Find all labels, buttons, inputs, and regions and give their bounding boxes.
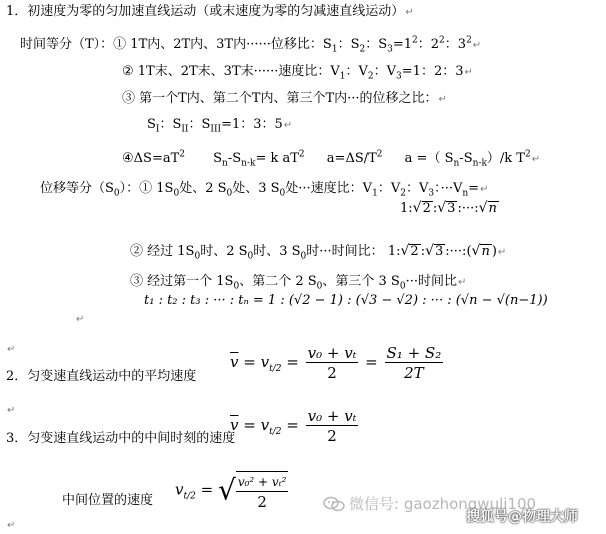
fraction: $\frac{\text{v₀² + vₜ²}}{2}$	[236, 471, 289, 510]
return-mark-icon: ↵	[438, 94, 447, 105]
return-mark-icon: ↵	[7, 405, 16, 416]
heading-3: 3．匀变速直线运动中的中间时刻的速度	[6, 431, 236, 446]
return-mark-icon: ↵	[76, 314, 85, 325]
return-mark-icon: ↵	[7, 520, 16, 531]
sqrt-sign-icon: √	[412, 200, 422, 216]
return-mark-icon: ↵	[497, 247, 507, 258]
return-mark-icon: ↵	[283, 120, 293, 131]
displacement-division-line-1: 位移等分$(S_0)$：① $1S_0$处、2 $S_0$处、3 $S_0$处···速度比：$V_1$：$V_2$：$V_3$：$\cdot\cdot\cdot V_n=↵$	[40, 181, 489, 199]
sqrt-sign-icon: √	[471, 243, 481, 259]
return-mark-icon: ↵	[480, 184, 489, 195]
time-division-line-2: ② 1T末、2T末、3T末······速度比：$V_1$：$V_2$：$V_3=1$：2：3↵	[122, 64, 473, 82]
return-mark-row	[6, 402, 15, 419]
sqrt-sign-icon: √	[437, 200, 447, 216]
sqrt-sign-icon: √	[425, 243, 434, 259]
mid-position-label: 中间位置的速度	[62, 493, 154, 508]
heading-1: 1．初速度为零的匀加速直线运动（或末速度为零的匀减速直线运动）↵	[6, 4, 414, 19]
time-ratio-formula: t₁ : t₂ : t₃ : ··· : tₙ = 1 : (√2 − 1) : (√3 − √2) : ··· : (√n − √(n−1))	[144, 293, 548, 308]
displacement-ratio-line: $S_I$：$S_{II}$：$S_{III}=1$：3：5↵	[147, 117, 293, 135]
fraction: $\frac{\text{S₁ + S₂}}{2T}$	[386, 344, 442, 382]
return-mark-row	[75, 311, 84, 328]
wechat-watermark: 微信号: gaozhongwuli100	[323, 493, 536, 514]
wechat-icon	[323, 496, 345, 512]
mid-position-velocity-formula: $v_{t/2}$ = √ $\frac{\text{v₀² + vₜ²}}{2}$	[175, 471, 290, 510]
heading-2: 2．匀变速直线运动中的平均速度	[6, 369, 197, 384]
time-division-line-1: 时间等分（T）：① 1T内、2T内、3T内······位移比：$S_1$：$S_2$：$S_3=1^2$：$2^2$：$3^2↵$	[20, 35, 482, 55]
sqrt-sign-icon: √	[218, 473, 236, 507]
return-mark-icon: ↵	[457, 277, 467, 288]
fraction: $\frac{\text{v₀ + vₜ}}{2}$	[307, 407, 357, 445]
displacement-division-line-3: ③ 经过第一个 $1S_0$、第二个 2 $S_0$、第三个 3 $S_0\cdot\cdot\cdot$时间比↵	[130, 274, 467, 292]
return-mark-icon: ↵	[472, 40, 482, 51]
return-mark-icon: ↵	[464, 67, 473, 78]
return-mark-row	[6, 341, 15, 358]
sohu-watermark: 搜狐号@物理大师	[466, 509, 578, 525]
time-division-line-3: ③ 第一个T内、第二个T内、第三个T内···的位移之比：↵	[122, 91, 447, 106]
sqrt-sign-icon: √	[400, 243, 410, 259]
return-mark-row	[6, 517, 15, 534]
fraction: $\frac{\text{v₀ + vₜ}}{2}$	[307, 344, 357, 382]
velocity-sqrt-ratio: 1:√2 :√3 :···:√n	[400, 200, 497, 216]
sqrt-sign-icon: √	[478, 200, 488, 216]
average-velocity-formula: $\overline{v} = v_{t/2}$ = $\frac{\text{v₀ + vₜ}}{2}$ = $\frac{\text{S₁ + S₂}}{2T}$	[230, 344, 442, 382]
return-mark-icon: ↵	[531, 154, 541, 165]
displacement-division-line-2: ② 经过 $1S_0$时、2 $S_0$时、3 $S_0$时···时间比： 1:√2 :√3 :···:(√n )↵	[130, 243, 507, 262]
mid-time-velocity-formula: $\overline{v} = v_{t/2}$ = $\frac{\text{v₀ + vₜ}}{2}$	[230, 407, 357, 445]
delta-s-line: $④\Delta S=aT^2$ $S_n-S_{n-k}= k$ $aT^2$ $a=\Delta S/T^2$ a =（ $S_n-S_{n-k})/k$ $T^2↵$	[122, 149, 541, 169]
return-mark-icon: ↵	[405, 7, 414, 18]
return-mark-icon: ↵	[7, 344, 16, 355]
